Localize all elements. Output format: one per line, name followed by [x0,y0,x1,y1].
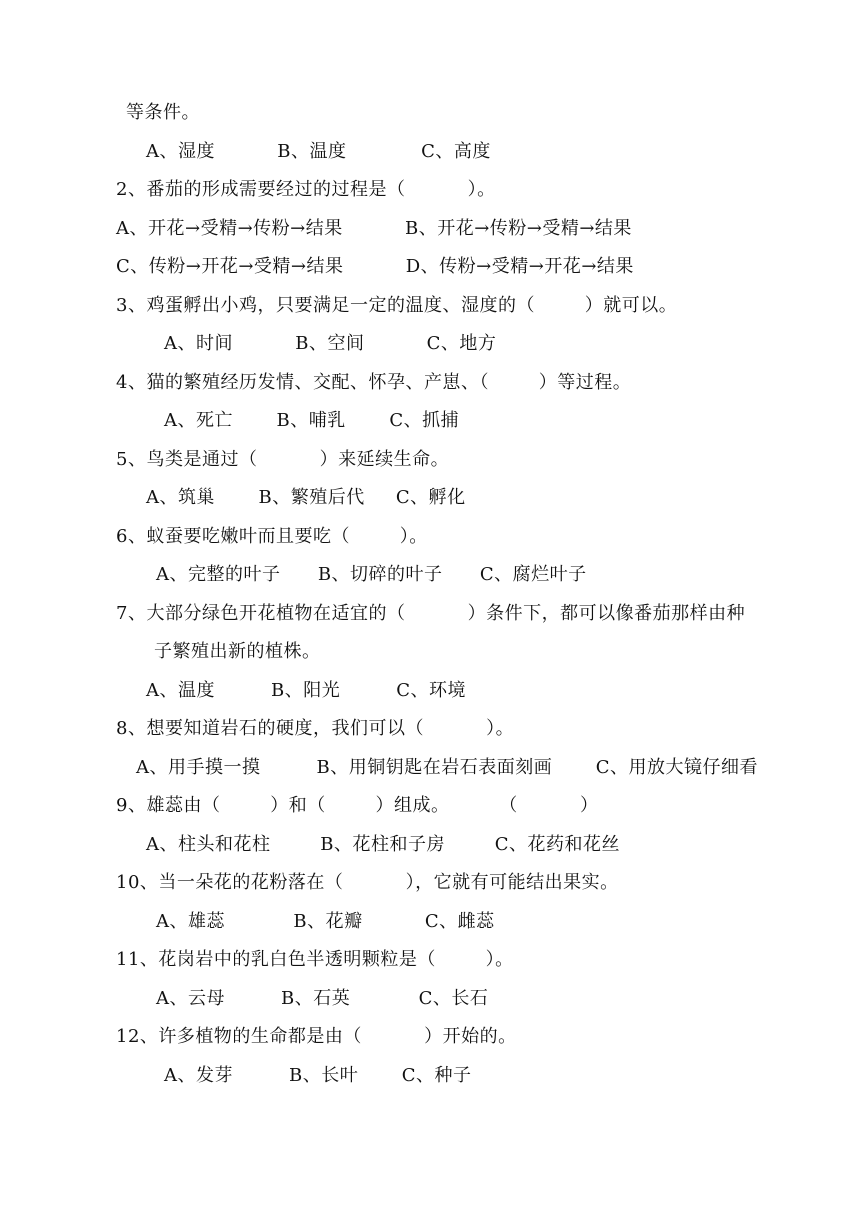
text-line: 4、猫的繁殖经历发情、交配、怀孕、产崽、（ ）等过程。 [116,372,632,393]
text-line: 11、花岗岩中的乳白色半透明颗粒是（ ）。 [116,949,514,970]
text-line: A、云母 B、石英 C、长石 [156,988,489,1009]
text-line: 12、许多植物的生命都是由（ ）开始的。 [116,1026,517,1047]
text-line: A、发芽 B、长叶 C、种子 [164,1065,472,1086]
text-line: A、湿度 B、温度 C、高度 [146,141,491,162]
text-line: 2、番茄的形成需要经过的过程是（ ）。 [116,179,496,200]
text-line: A、用手摸一摸 B、用铜钥匙在岩石表面刻画 C、用放大镜仔细看 [136,757,759,778]
text-line: 7、大部分绿色开花植物在适宜的（ ）条件下，都可以像番茄那样由种 [116,603,746,624]
text-line: C、传粉→开花→受精→结果 D、传粉→受精→开花→结果 [116,256,634,277]
text-line: 3、鸡蛋孵出小鸡，只要满足一定的温度、湿度的（ ）就可以。 [116,295,678,316]
text-line: 10、当一朵花的花粉落在（ ），它就有可能结出果实。 [116,872,619,893]
text-line: 9、雄蕊由（ ）和（ ）组成。 （ ） [116,795,599,816]
text-line: 6、蚁蚕要吃嫩叶而且要吃（ ）。 [116,526,428,547]
text-line: A、温度 B、阳光 C、环境 [146,680,466,701]
text-line: A、完整的叶子 B、切碎的叶子 C、腐烂叶子 [156,564,587,585]
text-line: A、时间 B、空间 C、地方 [164,333,497,354]
text-line: A、开花→受精→传粉→结果 B、开花→传粉→受精→结果 [116,218,632,239]
text-line: A、柱头和花柱 B、花柱和子房 C、花药和花丝 [146,834,621,855]
text-line: A、死亡 B、哺乳 C、抓捕 [164,410,460,431]
text-line: A、雄蕊 B、花瓣 C、雌蕊 [156,911,495,932]
text-line: 5、鸟类是通过（ ）来延续生命。 [116,449,450,470]
text-line: A、筑巢 B、繁殖后代 C、孵化 [146,487,466,508]
text-line: 8、想要知道岩石的硬度，我们可以（ ）。 [116,718,515,739]
text-line: 等条件。 [126,102,200,123]
text-line: 子繁殖出新的植株。 [154,641,321,662]
